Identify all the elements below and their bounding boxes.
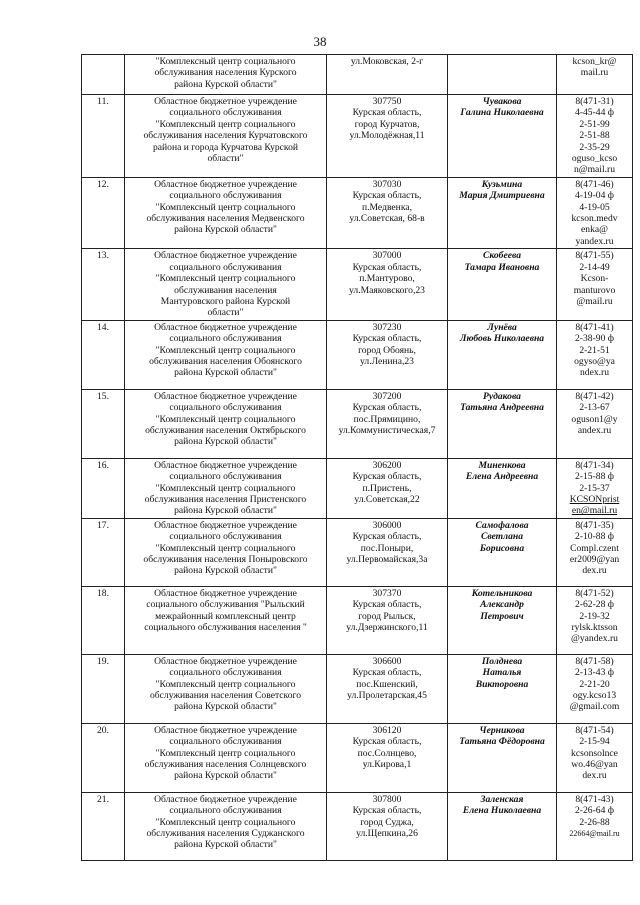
institution-name [125, 95, 327, 178]
institution-name-line: Областное бюджетное учреждение [154, 250, 297, 262]
contact-info-line: wo.46@yan [571, 758, 618, 770]
institution-name-line: Областное бюджетное учреждение [154, 793, 297, 805]
director-name-line: Самофалова [475, 519, 529, 531]
contact-info [557, 518, 633, 586]
contact-info-line: @gmail.com [569, 701, 620, 713]
table-row [82, 458, 633, 518]
institution-name-line: "Комплексный центр социального [155, 273, 296, 285]
table-row [82, 320, 633, 389]
director-name-line: Татьяна Фёдоровна [459, 736, 545, 748]
address-line: 307200 [372, 390, 402, 402]
institution-name-line: Областное бюджетное учреждение [154, 724, 297, 736]
institution-name [125, 389, 327, 458]
contact-info-line: 8(471-31) [575, 96, 614, 107]
contact-info-line: 4-45-44 ф [575, 107, 614, 119]
address [327, 586, 448, 654]
institution-name-line: Областное бюджетное учреждение [154, 587, 297, 599]
contact-info-line: ndex.ru [579, 367, 610, 379]
director-name-line: Котельникова [471, 587, 533, 599]
address-line: город Курчатов, [354, 118, 420, 130]
institution-name-line: Мантуровского района Курской [160, 295, 291, 307]
row-number: 14. [82, 320, 125, 389]
address-line: пос.Прямицино, [353, 413, 421, 425]
contact-info-line: @yandex.ru [571, 633, 618, 645]
contact-info-line: mail.ru [580, 67, 609, 79]
address-line: 306600 [372, 655, 402, 667]
contact-info-line: 8(471-52) [575, 587, 614, 599]
address-line: Курская область, [352, 261, 422, 273]
contact-info-line: yandex.ru [575, 235, 614, 247]
address-line: ул.Первомайская,3а [346, 553, 428, 565]
contact-info-line: er2009@yan [569, 553, 620, 565]
contact-info [557, 320, 633, 389]
row-number: 13. [82, 249, 125, 320]
institution-name-line: обслуживания населения Поныровского [143, 553, 308, 565]
contact-info-line: enka@ [581, 224, 608, 236]
contact-info-line: 2-13-43 ф [575, 667, 614, 679]
director-name-line: Любовь Николаевна [459, 333, 545, 345]
director-name-line: Елена Андреевна [465, 471, 539, 483]
contact-info-line: en@mail.ru [571, 505, 618, 517]
institution-name-line: обслуживания населения Солнцевского [144, 758, 307, 770]
institution-name-line: района и города Курчатова Курской [152, 141, 299, 153]
institution-name-line: Областное бюджетное учреждение [154, 459, 297, 471]
contact-info [557, 95, 633, 178]
row-number: 11. [82, 95, 125, 178]
address [327, 458, 448, 518]
director-name [448, 389, 557, 458]
institution-name-line: обслуживания населения Советского [149, 689, 301, 701]
contact-info-line: 2-13-67 [579, 402, 610, 414]
institution-name-line: социального обслуживания [169, 736, 282, 748]
director-name [448, 320, 557, 389]
institution-name-line: Областное бюджетное учреждение [154, 321, 297, 333]
address-line: ул.Моковская, 2-г [350, 56, 424, 67]
institution-name-line: обслуживания населения Октябрьского [145, 424, 306, 436]
contact-info [557, 654, 633, 723]
contact-info-line: 8(471-41) [575, 321, 614, 333]
address-line: Курская область, [352, 471, 422, 483]
director-name [448, 518, 557, 586]
institution-name [125, 320, 327, 389]
institution-name-line: "Комплексный центр социального [155, 344, 296, 356]
institution-name-line: обслуживания населения Обоянского [149, 355, 302, 367]
contact-info-line: 2-10-88 ф [575, 531, 614, 543]
address-line: Курская область, [352, 107, 422, 119]
contact-info-line: 8(471-46) [575, 178, 614, 190]
address-line: п.Мантурово, [359, 273, 415, 285]
contact-info-line: oguso_kcso [571, 153, 618, 165]
director-name-line: Заленская [480, 793, 524, 805]
institution-name-line: социального обслуживания [169, 531, 282, 543]
table-row [82, 177, 633, 248]
institution-name-line: "Комплексный центр социального [155, 56, 296, 67]
contact-info [557, 55, 633, 95]
director-name-line: Тамара Ивановна [464, 261, 540, 273]
address-line: ул.Советская,22 [354, 493, 420, 505]
director-name-line: Кузьмина [481, 178, 523, 190]
contact-info-line: 22664@mail.ru [569, 828, 620, 838]
address-line: город Обоянь, [358, 344, 416, 356]
institution-name-line: социального обслуживания [169, 402, 282, 414]
contact-info-line: 2-38-90 ф [575, 333, 614, 345]
contact-info-line: n@mail.ru [573, 164, 616, 176]
address-line: пос.Солнцево, [357, 747, 417, 759]
institution-name-line: социального обслуживания [169, 667, 282, 679]
table-row [82, 792, 633, 860]
institution-name [125, 177, 327, 248]
contact-info-line: ogyso@ya [574, 355, 615, 367]
row-number: 17. [82, 518, 125, 586]
address-line: Курская область, [352, 599, 422, 611]
address-line: ул.Ленина,23 [360, 355, 414, 367]
address-line: город Рыльск, [358, 610, 416, 622]
address [327, 518, 448, 586]
institution-name-line: социального обслуживания "Рыльский [146, 599, 305, 611]
address-line: Курская область, [352, 402, 422, 414]
page-number: 38 [313, 34, 327, 49]
contact-info-line: @mail.ru [576, 295, 613, 307]
address-line: 307000 [372, 250, 402, 262]
table-row [82, 389, 633, 458]
contact-info-line: 8(471-35) [575, 519, 614, 531]
contact-info [557, 389, 633, 458]
row-number: 20. [82, 723, 125, 792]
institution-name-line: социального обслуживания [169, 261, 282, 273]
institution-name-line: района Курской области" [174, 770, 277, 782]
institution-name-line: района Курской области" [174, 224, 277, 236]
address-line: п.Медвенка, [362, 201, 412, 213]
institution-name [125, 458, 327, 518]
institution-name [125, 55, 327, 95]
director-name-line: Мария Дмитриевна [459, 190, 545, 202]
institution-name-line: Областное бюджетное учреждение [154, 96, 297, 107]
table-row [82, 55, 633, 95]
contact-info-line: 2-14-49 [579, 261, 610, 273]
contact-info-line: 2-19-32 [579, 610, 610, 622]
contact-info-line: dex.ru [582, 770, 607, 782]
contact-info [557, 792, 633, 860]
institution-name-line: "Комплексный центр социального [155, 201, 296, 213]
institution-name-line: обслуживания населения Курчатовского [143, 130, 308, 142]
institution-name-line: социального обслуживания [169, 805, 282, 817]
table-row [82, 518, 633, 586]
director-name [448, 95, 557, 178]
contact-info-line: kcsonsolnce [571, 747, 618, 759]
institution-name-line: обслуживания населения Медвенского [146, 213, 305, 225]
address-line: Курская область, [352, 333, 422, 345]
address [327, 95, 448, 178]
address-line: ул.Советская, 68-в [349, 213, 425, 225]
contact-info-line: Kcson- [580, 273, 609, 285]
institution-name [125, 792, 327, 860]
contact-info-line: oguson1@y [571, 413, 618, 425]
contact-info-line: 8(471-34) [575, 459, 614, 471]
director-name [448, 55, 557, 95]
institution-name-line: района Курской области" [174, 565, 277, 577]
director-name [448, 249, 557, 320]
table-row [82, 95, 633, 178]
address-line: Курская область, [352, 736, 422, 748]
institution-name-line: "Комплексный центр социального [155, 747, 296, 759]
institution-name-line: социального обслуживания населения " [144, 621, 307, 633]
address-line: пос.Кшенский, [356, 678, 418, 690]
contact-info-line: 2-26-64 ф [575, 805, 614, 817]
institution-name-line: района Курской области" [174, 505, 277, 517]
address-line: ул.Маяковского,23 [349, 284, 425, 296]
contact-info-line: 8(471-55) [575, 250, 614, 262]
contact-info-line: kcson.medv [571, 213, 618, 225]
contact-info [557, 586, 633, 654]
contact-info-line: 2-21-20 [579, 678, 610, 690]
address [327, 723, 448, 792]
address [327, 654, 448, 723]
director-name-line: Чувакова [482, 96, 522, 107]
contact-info [557, 458, 633, 518]
director-name [448, 177, 557, 248]
institution-name-line: района Курской области" [174, 701, 277, 713]
contact-info-line: kcson_kr@ [572, 56, 617, 67]
row-number: 19. [82, 654, 125, 723]
institution-name-line: области" [207, 307, 244, 319]
contact-info-line: 2-51-99 [579, 118, 610, 130]
row-number: 12. [82, 177, 125, 248]
contact-info-line: dex.ru [582, 565, 607, 577]
institution-name-line: межрайонный комплексный центр [155, 610, 296, 622]
director-name-line: Светлана [480, 531, 523, 543]
director-name-line: Викторовна [475, 678, 529, 690]
address-line: Курская область, [352, 667, 422, 679]
address-line: 306200 [372, 459, 402, 471]
contact-info-line: ogy.kcso13 [572, 689, 617, 701]
institution-name-line: "Комплексный центр социального [155, 413, 296, 425]
institution-name [125, 723, 327, 792]
institution-name-line: области" [207, 153, 244, 165]
director-name [448, 792, 557, 860]
row-number: 16. [82, 458, 125, 518]
director-name [448, 586, 557, 654]
address-line: Курская область, [352, 531, 422, 543]
institution-name-line: "Комплексный центр социального [155, 482, 296, 494]
institution-name-line: района Курской области" [174, 78, 277, 90]
institution-name-line: социального обслуживания [169, 471, 282, 483]
contact-info-line: 2-15-37 [579, 482, 610, 494]
institution-name-line: Областное бюджетное учреждение [154, 655, 297, 667]
address-line: 307030 [372, 178, 402, 190]
contact-info-line: 4-19-04 ф [575, 190, 614, 202]
contact-info [557, 249, 633, 320]
institution-name [125, 249, 327, 320]
address-line: город Суджа, [360, 816, 414, 828]
contact-info-line: 2-15-88 ф [575, 471, 614, 483]
contact-info-line: 8(471-54) [575, 724, 614, 736]
address-line: 307800 [372, 793, 402, 805]
contact-info-line: Compl.czent [570, 542, 619, 554]
address [327, 389, 448, 458]
contact-info-line: manturovo [573, 284, 616, 296]
director-name-line: Борисовна [479, 542, 525, 554]
address-line: 307230 [372, 321, 402, 333]
table-row [82, 654, 633, 723]
contact-info-line: 8(471-58) [575, 655, 614, 667]
institution-name-line: обслуживания населения Суджанского [146, 827, 305, 839]
director-name [448, 723, 557, 792]
institution-name-line: обслуживания населения Пристенского [144, 493, 307, 505]
director-name-line: Наталья [482, 667, 522, 679]
address-line: ул.Кирова,1 [362, 758, 412, 770]
contact-info-line: 2-21-51 [579, 344, 610, 356]
director-name-line: Галина Николаевна [460, 107, 544, 119]
address [327, 177, 448, 248]
director-name-line: Лунёва [487, 321, 517, 333]
contact-info-line: 2-15-94 [579, 736, 610, 748]
institution-name-line: "Комплексный центр социального [155, 118, 296, 130]
contact-info-line: 8(471-42) [575, 390, 614, 402]
director-name-line: Татьяна Андреевна [460, 402, 544, 414]
contact-info [557, 723, 633, 792]
institution-name-line: "Комплексный центр социального [155, 678, 296, 690]
director-name-line: Александр [480, 599, 524, 611]
director-name-line: Черникова [479, 724, 525, 736]
contact-info [557, 177, 633, 248]
address [327, 55, 448, 95]
address-line: ул.Коммунистическая,7 [338, 424, 436, 436]
address-line: 307750 [372, 96, 402, 107]
institution-name-line: района Курской области" [174, 839, 277, 851]
institution-name [125, 654, 327, 723]
director-name-line: Петрович [480, 610, 524, 622]
table-row [82, 723, 633, 792]
institution-name-line: Областное бюджетное учреждение [154, 178, 297, 190]
director-name-line: Миненкова [478, 459, 526, 471]
address-line: ул.Молодёжная,11 [349, 130, 425, 142]
institution-name-line: обслуживания населения Курского [154, 67, 297, 79]
director-name [448, 458, 557, 518]
row-number: 18. [82, 586, 125, 654]
institution-name-line: "Комплексный центр социального [155, 816, 296, 828]
contact-info-line: 2-26-88 [579, 816, 610, 828]
director-name-line: Скобеева [482, 250, 521, 262]
table-row [82, 249, 633, 320]
address-line: 306000 [372, 519, 402, 531]
address-line: ул.Пролетарская,45 [347, 689, 427, 701]
address-line: пос.Поныри, [360, 542, 414, 554]
institution-name-line: социального обслуживания [169, 190, 282, 202]
contact-info-line: 4-19-05 [579, 201, 610, 213]
institution-name-line: района Курской области" [174, 436, 277, 448]
row-number: 21. [82, 792, 125, 860]
institution-name [125, 586, 327, 654]
institution-name-line: района Курской области" [174, 367, 277, 379]
director-name-line: Елена Николаевна [462, 805, 542, 817]
row-number [82, 55, 125, 95]
contact-info-line: andex.ru [577, 424, 612, 436]
address-line: Курская область, [352, 805, 422, 817]
address [327, 320, 448, 389]
institution-name-line: Областное бюджетное учреждение [154, 390, 297, 402]
institution-name-line: обслуживания населения [174, 284, 277, 296]
institutions-table [81, 54, 633, 861]
contact-info-line: 8(471-43) [575, 793, 614, 805]
institution-name-line: "Комплексный центр социального [155, 542, 296, 554]
address-line: ул.Дзержинского,11 [346, 621, 428, 633]
row-number: 15. [82, 389, 125, 458]
director-name-line: Рудакова [483, 390, 521, 402]
contact-info-line: 2-51-88 [579, 130, 610, 142]
institution-name-line: социального обслуживания [169, 333, 282, 345]
director-name-line: Полднева [481, 655, 523, 667]
institution-name-line: Областное бюджетное учреждение [154, 519, 297, 531]
director-name [448, 654, 557, 723]
address-line: 306120 [372, 724, 402, 736]
contact-info-line: 2-35-29 [579, 141, 610, 153]
address [327, 249, 448, 320]
contact-info-line: rylsk.ktsson [571, 621, 618, 633]
address [327, 792, 448, 860]
address-line: п.Пристень, [362, 482, 412, 494]
institution-name [125, 518, 327, 586]
contact-info-line: KCSONprist [569, 493, 620, 505]
table-row [82, 586, 633, 654]
contact-info-line: 2-62-28 ф [575, 599, 614, 611]
address-line: Курская область, [352, 190, 422, 202]
address-line: 307370 [372, 587, 402, 599]
address-line: ул.Щепкина,26 [356, 827, 418, 839]
institution-name-line: социального обслуживания [169, 107, 282, 119]
